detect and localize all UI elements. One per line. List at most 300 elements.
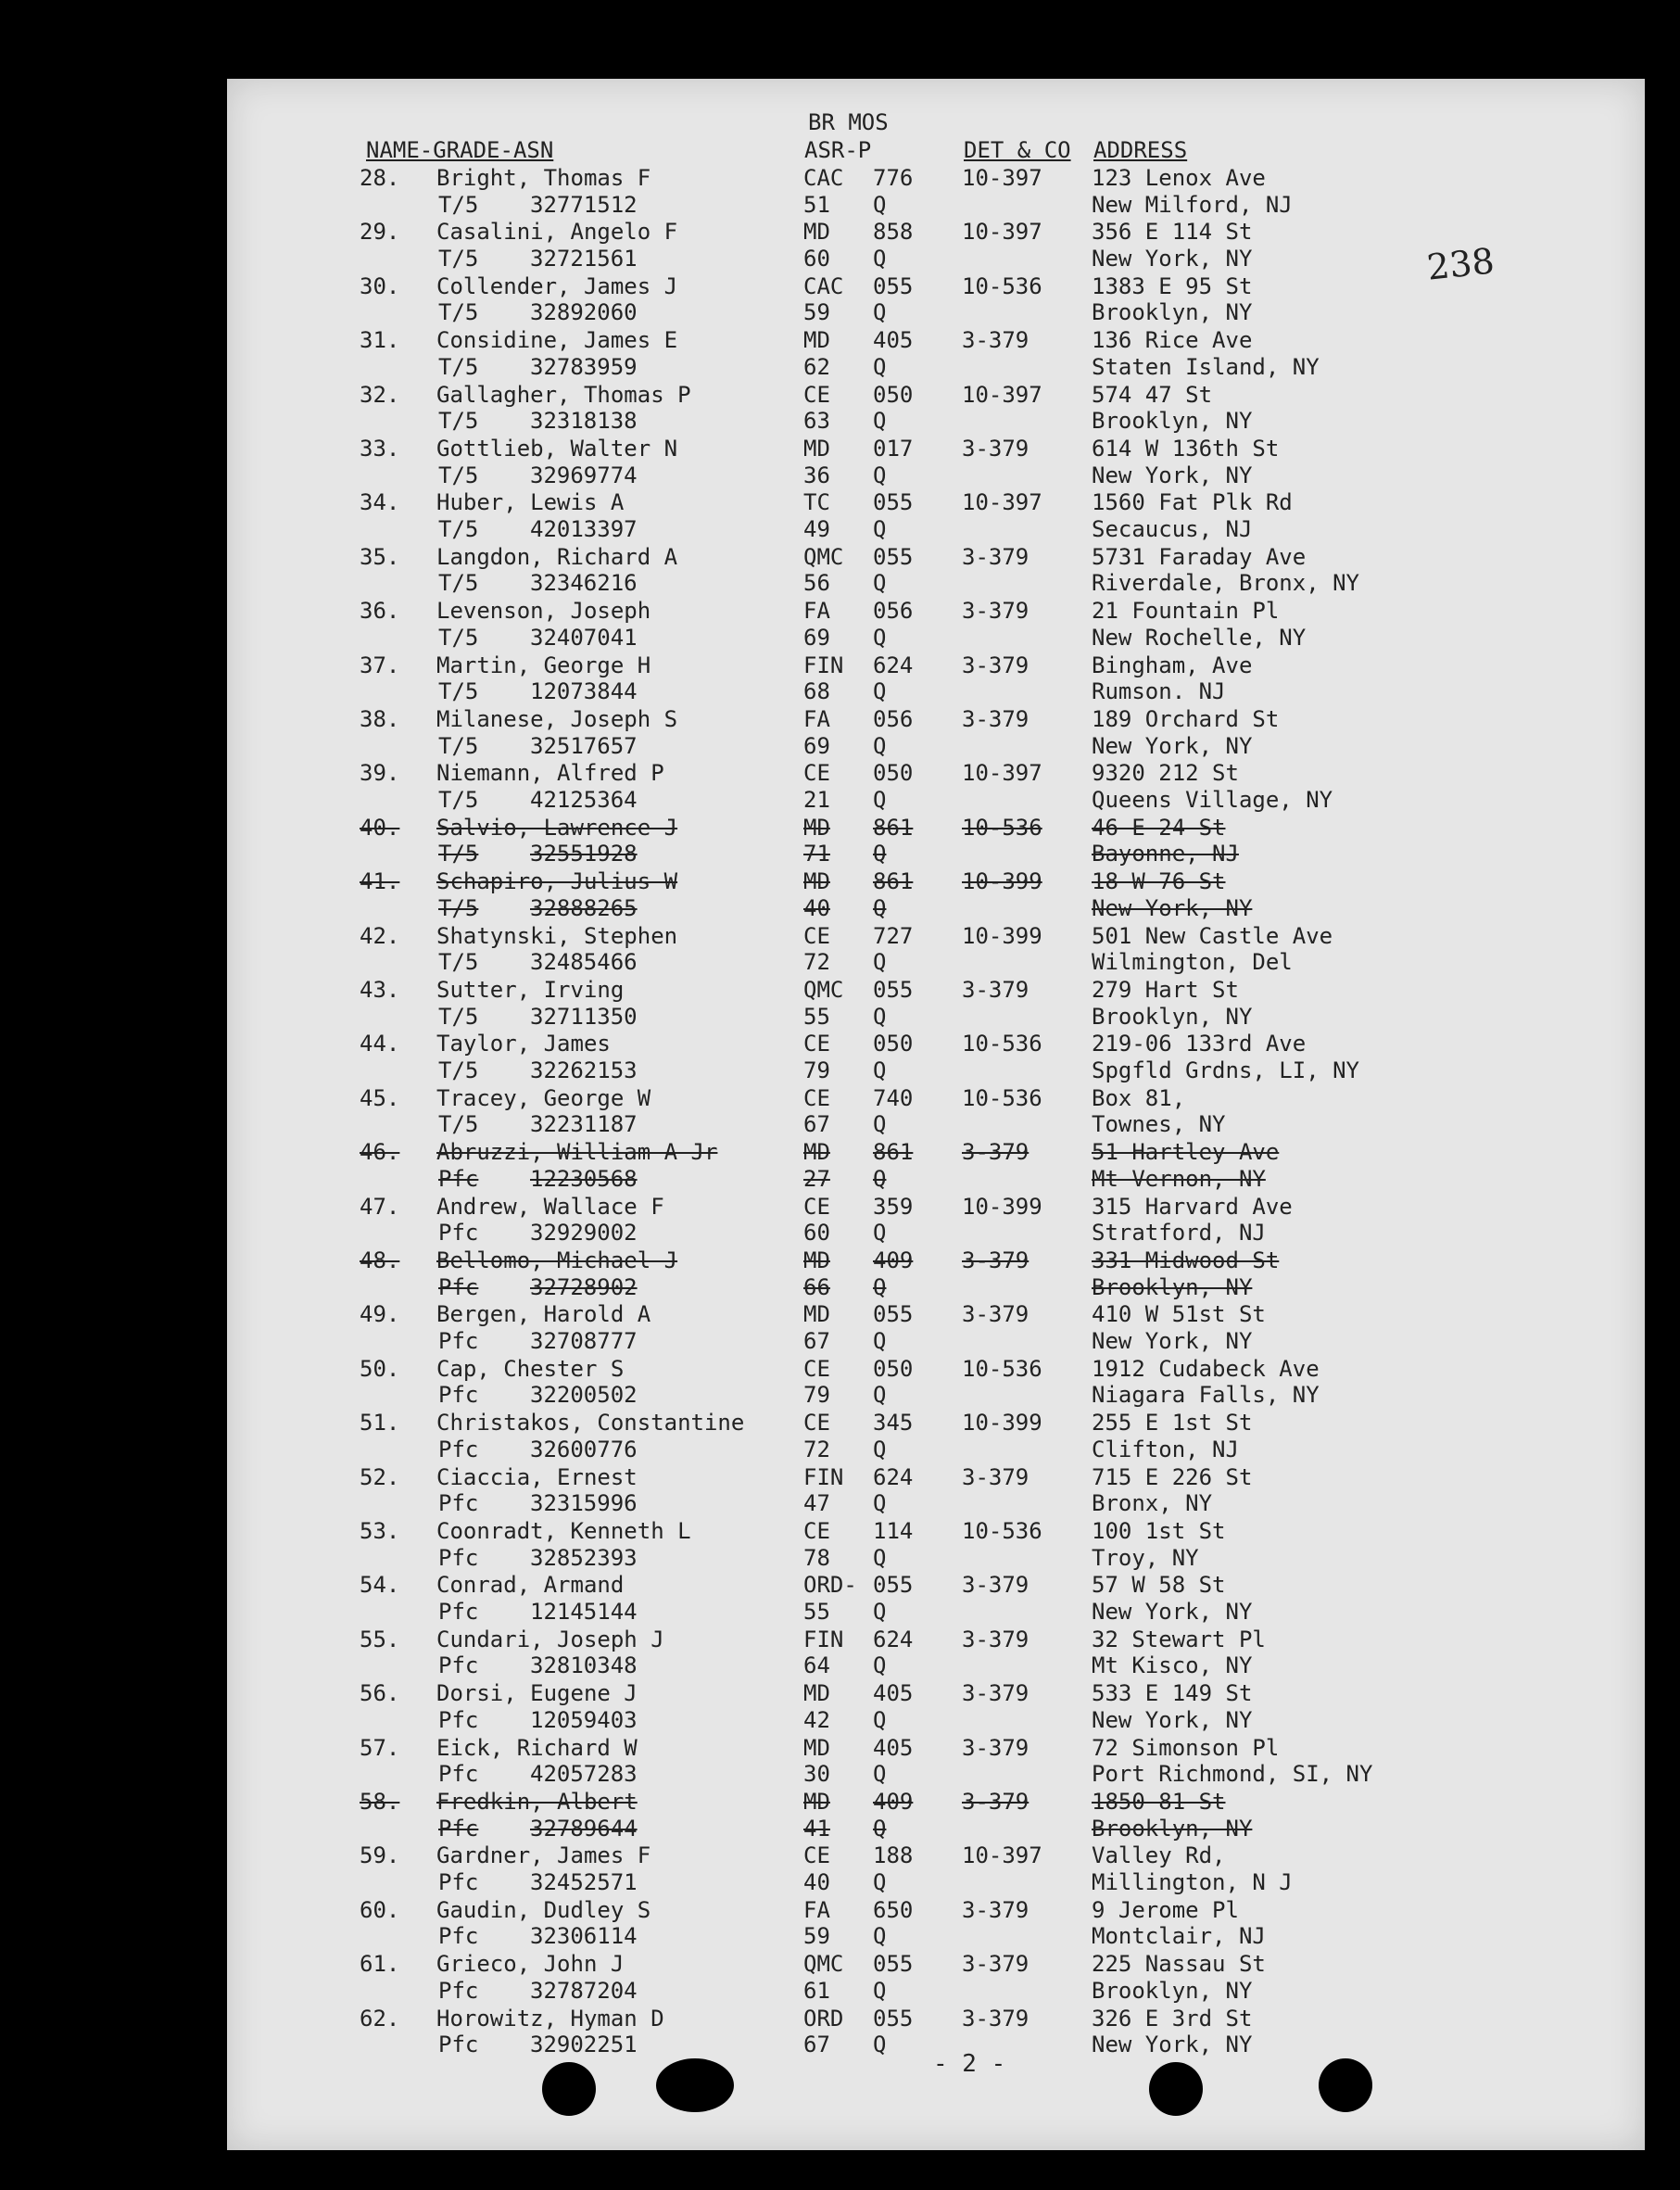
entry-p: Q — [873, 1761, 887, 1788]
entry-asn: 32517657 — [530, 732, 638, 759]
entry-asn: 32452571 — [530, 1868, 638, 1895]
entry-address-city: New York, NY — [1092, 2032, 1253, 2058]
entry-address-city: Brooklyn, NY — [1092, 1815, 1253, 1842]
entry-name: Schapiro, Julius W — [436, 868, 678, 895]
entry-p: Q — [873, 732, 887, 759]
entry-grade: T/5 — [438, 624, 479, 651]
entry-mos: 650 — [873, 1896, 914, 1923]
entry-det-co: 3-379 — [962, 327, 1029, 354]
entry-address-city: Millington, N J — [1092, 1868, 1293, 1895]
entry-asr: 27 — [803, 1165, 830, 1192]
entry-asn: 32231187 — [530, 1111, 638, 1138]
entry-det-co: 10-397 — [962, 381, 1042, 408]
entry-address-street: 18 W 76 St — [1092, 868, 1226, 895]
entry-number: 47. — [360, 1193, 400, 1220]
entry-address-city: Brooklyn, NY — [1092, 299, 1253, 326]
entry-asn: 12230568 — [530, 1165, 638, 1192]
entry-grade: Pfc — [438, 1382, 479, 1409]
entry-p: Q — [873, 1220, 887, 1247]
entry-address-street: 614 W 136th St — [1092, 436, 1280, 462]
entry-number: 56. — [360, 1680, 400, 1707]
entry-address-city: New York, NY — [1092, 894, 1253, 921]
entry-branch: FA — [803, 598, 830, 625]
entry-grade: Pfc — [438, 1544, 479, 1571]
entry-branch: MD — [803, 1789, 830, 1815]
entry-grade: T/5 — [438, 570, 479, 597]
entry-det-co: 3-379 — [962, 1734, 1029, 1761]
entry-grade: Pfc — [438, 1923, 479, 1950]
entry-address-city: Mt Kisco, NY — [1092, 1652, 1253, 1679]
entry-asn: 32888265 — [530, 894, 638, 921]
entry-branch: CAC — [803, 165, 844, 191]
entry-address-street: Bingham, Ave — [1092, 652, 1253, 678]
entry-p: Q — [873, 408, 887, 435]
entry-number: 44. — [360, 1031, 400, 1057]
entry-asr: 36 — [803, 462, 830, 488]
entry-address-street: 1560 Fat Plk Rd — [1092, 489, 1293, 516]
entry-mos: 056 — [873, 598, 914, 625]
entry-address-city: Wilmington, Del — [1092, 949, 1293, 976]
entry-asr: 56 — [803, 570, 830, 597]
entry-address-street: 123 Lenox Ave — [1092, 165, 1266, 191]
entry-p: Q — [873, 1598, 887, 1625]
entry-address-city: Secaucus, NJ — [1092, 515, 1253, 542]
entry-asr: 68 — [803, 678, 830, 705]
entry-branch: CE — [803, 1355, 830, 1382]
entry-branch: FIN — [803, 652, 844, 678]
entry-number: 54. — [360, 1572, 400, 1599]
entry-asr: 41 — [803, 1815, 830, 1842]
entry-asr: 59 — [803, 1923, 830, 1950]
entry-number: 35. — [360, 543, 400, 570]
entry-asr: 72 — [803, 949, 830, 976]
entry-grade: T/5 — [438, 786, 479, 813]
entry-asn: 32810348 — [530, 1652, 638, 1679]
entry-branch: ORD — [803, 2005, 844, 2032]
entry-asr: 62 — [803, 353, 830, 380]
entry-name: Bergen, Harold A — [436, 1301, 651, 1328]
entry-grade: Pfc — [438, 1706, 479, 1733]
entry-name: Gaudin, Dudley S — [436, 1896, 651, 1923]
entry-address-street: 32 Stewart Pl — [1092, 1626, 1266, 1652]
entry-grade: Pfc — [438, 1652, 479, 1679]
entry-p: Q — [873, 624, 887, 651]
entry-address-street: 356 E 114 St — [1092, 219, 1253, 246]
entry-asn: 32929002 — [530, 1220, 638, 1247]
entry-mos: 776 — [873, 165, 914, 191]
entry-number: 58. — [360, 1789, 400, 1815]
entry-address-street: 279 Hart St — [1092, 977, 1239, 1003]
entry-asn: 32600776 — [530, 1436, 638, 1462]
entry-name: Huber, Lewis A — [436, 489, 625, 516]
entry-number: 33. — [360, 436, 400, 462]
entry-asn: 12145144 — [530, 1598, 638, 1625]
entry-mos: 017 — [873, 436, 914, 462]
entry-asn: 32789644 — [530, 1815, 638, 1842]
entry-det-co: 3-379 — [962, 2005, 1029, 2032]
entry-address-street: 51 Hartley Ave — [1092, 1139, 1280, 1166]
entry-det-co: 10-536 — [962, 1084, 1042, 1111]
entry-address-street: 219-06 133rd Ave — [1092, 1031, 1307, 1057]
header-det-co: DET & CO — [964, 137, 1071, 163]
entry-asr: 21 — [803, 786, 830, 813]
entry-asr: 49 — [803, 515, 830, 542]
entry-mos: 056 — [873, 706, 914, 732]
entry-grade: Pfc — [438, 1977, 479, 2004]
entry-name: Cap, Chester S — [436, 1355, 625, 1382]
entry-branch: FA — [803, 706, 830, 732]
entry-grade: T/5 — [438, 894, 479, 921]
entry-p: Q — [873, 1544, 887, 1571]
entry-asn: 32318138 — [530, 408, 638, 435]
entry-address-street: 100 1st St — [1092, 1518, 1226, 1544]
entry-det-co: 3-379 — [962, 1951, 1029, 1978]
entry-asr: 47 — [803, 1490, 830, 1517]
entry-number: 46. — [360, 1139, 400, 1166]
entry-branch: CE — [803, 1031, 830, 1057]
entry-name: Bright, Thomas F — [436, 165, 651, 191]
entry-branch: QMC — [803, 543, 844, 570]
entry-p: Q — [873, 1327, 887, 1354]
entry-mos: 050 — [873, 760, 914, 787]
entry-branch: CE — [803, 760, 830, 787]
header-br-mos: BR MOS — [808, 109, 889, 135]
entry-branch: MD — [803, 814, 830, 841]
entry-mos: 861 — [873, 868, 914, 895]
entry-name: Cundari, Joseph J — [436, 1626, 664, 1652]
entry-det-co: 10-399 — [962, 1193, 1042, 1220]
entry-branch: FIN — [803, 1626, 844, 1652]
entry-asn: 32721561 — [530, 245, 638, 272]
header-name-grade-asn: NAME-GRADE-ASN — [366, 137, 554, 163]
entry-name: Coonradt, Kenneth L — [436, 1518, 691, 1544]
entry-mos: 409 — [873, 1789, 914, 1815]
entry-mos: 858 — [873, 219, 914, 246]
entry-number: 59. — [360, 1842, 400, 1869]
entry-branch: MD — [803, 1680, 830, 1707]
entry-address-street: 326 E 3rd St — [1092, 2005, 1253, 2032]
entry-det-co: 10-397 — [962, 219, 1042, 246]
entry-address-city: Bayonne, NJ — [1092, 841, 1239, 867]
entry-asr: 71 — [803, 841, 830, 867]
entry-mos: 861 — [873, 814, 914, 841]
entry-address-city: Queens Village, NY — [1092, 786, 1333, 813]
entry-grade: T/5 — [438, 732, 479, 759]
entry-mos: 740 — [873, 1084, 914, 1111]
entry-asr: 55 — [803, 1003, 830, 1030]
entry-grade: Pfc — [438, 1165, 479, 1192]
entry-name: Milanese, Joseph S — [436, 706, 678, 732]
entry-address-city: Riverdale, Bronx, NY — [1092, 570, 1359, 597]
entry-address-street: 255 E 1st St — [1092, 1410, 1253, 1437]
entry-asr: 69 — [803, 624, 830, 651]
entry-name: Salvio, Lawrence J — [436, 814, 678, 841]
entry-address-street: 410 W 51st St — [1092, 1301, 1266, 1328]
entry-asn: 32485466 — [530, 949, 638, 976]
entry-grade: T/5 — [438, 1057, 479, 1083]
entry-address-city: Rumson. NJ — [1092, 678, 1226, 705]
entry-mos: 055 — [873, 1572, 914, 1599]
entry-det-co: 10-536 — [962, 1355, 1042, 1382]
entry-branch: CE — [803, 1410, 830, 1437]
entry-p: Q — [873, 1868, 887, 1895]
entry-p: Q — [873, 191, 887, 218]
entry-number: 43. — [360, 977, 400, 1003]
entry-address-city: Stratford, NJ — [1092, 1220, 1266, 1247]
entry-p: Q — [873, 841, 887, 867]
entry-grade: Pfc — [438, 1220, 479, 1247]
entry-address-street: 72 Simonson Pl — [1092, 1734, 1280, 1761]
entry-name: Considine, James E — [436, 327, 678, 354]
entry-mos: 405 — [873, 327, 914, 354]
entry-mos: 055 — [873, 543, 914, 570]
entry-p: Q — [873, 462, 887, 488]
entry-address-city: Staten Island, NY — [1092, 353, 1320, 380]
entry-grade: Pfc — [438, 1761, 479, 1788]
entry-p: Q — [873, 1977, 887, 2004]
entry-det-co: 3-379 — [962, 1247, 1029, 1273]
entry-address-street: 1912 Cudabeck Ave — [1092, 1355, 1320, 1382]
header-address: ADDRESS — [1093, 137, 1188, 163]
entry-det-co: 3-379 — [962, 1301, 1029, 1328]
entry-address-street: Box 81, — [1092, 1084, 1186, 1111]
entry-asn: 32315996 — [530, 1490, 638, 1517]
entry-p: Q — [873, 949, 887, 976]
entry-asr: 78 — [803, 1544, 830, 1571]
entry-address-street: 225 Nassau St — [1092, 1951, 1266, 1978]
entry-grade: T/5 — [438, 1003, 479, 1030]
entry-address-city: Clifton, NJ — [1092, 1436, 1239, 1462]
entry-address-city: Brooklyn, NY — [1092, 1273, 1253, 1300]
entry-branch: FIN — [803, 1463, 844, 1490]
entry-mos: 055 — [873, 489, 914, 516]
entry-det-co: 10-399 — [962, 1410, 1042, 1437]
entry-address-street: 574 47 St — [1092, 381, 1213, 408]
entry-address-street: 9320 212 St — [1092, 760, 1239, 787]
entry-det-co: 3-379 — [962, 598, 1029, 625]
entry-address-street: 57 W 58 St — [1092, 1572, 1226, 1599]
entry-name: Shatynski, Stephen — [436, 922, 678, 949]
entry-mos: 050 — [873, 1031, 914, 1057]
entry-asn: 32200502 — [530, 1382, 638, 1409]
entry-address-street: 9 Jerome Pl — [1092, 1896, 1239, 1923]
entry-det-co: 3-379 — [962, 1572, 1029, 1599]
entry-p: Q — [873, 1923, 887, 1950]
entry-name: Martin, George H — [436, 652, 651, 678]
entry-asr: 67 — [803, 1327, 830, 1354]
entry-asn: 32711350 — [530, 1003, 638, 1030]
entry-branch: MD — [803, 219, 830, 246]
entry-grade: T/5 — [438, 191, 479, 218]
entry-mos: 188 — [873, 1842, 914, 1869]
entry-grade: T/5 — [438, 462, 479, 488]
entry-number: 42. — [360, 922, 400, 949]
entry-address-street: 5731 Faraday Ave — [1092, 543, 1307, 570]
entry-address-street: 533 E 149 St — [1092, 1680, 1253, 1707]
footer-page-number: - 2 - — [933, 2050, 1006, 2078]
punch-hole — [1319, 2058, 1372, 2112]
entry-branch: MD — [803, 327, 830, 354]
entry-asn: 32852393 — [530, 1544, 638, 1571]
entry-name: Casalini, Angelo F — [436, 219, 678, 246]
entry-asr: 30 — [803, 1761, 830, 1788]
entry-branch: FA — [803, 1896, 830, 1923]
entry-asr: 51 — [803, 191, 830, 218]
entry-det-co: 3-379 — [962, 1463, 1029, 1490]
entry-branch: QMC — [803, 977, 844, 1003]
entry-mos: 624 — [873, 652, 914, 678]
entry-number: 57. — [360, 1734, 400, 1761]
entry-grade: T/5 — [438, 1111, 479, 1138]
entry-branch: CE — [803, 381, 830, 408]
entry-grade: Pfc — [438, 1327, 479, 1354]
entry-p: Q — [873, 1490, 887, 1517]
entry-det-co: 3-379 — [962, 543, 1029, 570]
entry-det-co: 3-379 — [962, 1896, 1029, 1923]
entry-asn: 32306114 — [530, 1923, 638, 1950]
entry-p: Q — [873, 1057, 887, 1083]
entry-p: Q — [873, 2032, 887, 2058]
entry-asn: 12059403 — [530, 1706, 638, 1733]
entry-det-co: 10-536 — [962, 1518, 1042, 1544]
entry-det-co: 3-379 — [962, 977, 1029, 1003]
entry-asr: 60 — [803, 245, 830, 272]
entry-branch: MD — [803, 1247, 830, 1273]
entry-number: 36. — [360, 598, 400, 625]
entry-address-street: 189 Orchard St — [1092, 706, 1280, 732]
entry-asn: 32708777 — [530, 1327, 638, 1354]
corner-page-number: 238 — [1424, 240, 1497, 288]
entry-branch: CAC — [803, 272, 844, 299]
entry-mos: 861 — [873, 1139, 914, 1166]
entry-grade: T/5 — [438, 949, 479, 976]
entry-grade: T/5 — [438, 299, 479, 326]
entry-name: Sutter, Irving — [436, 977, 625, 1003]
entry-address-street: 136 Rice Ave — [1092, 327, 1253, 354]
entry-number: 28. — [360, 165, 400, 191]
entry-asn: 32346216 — [530, 570, 638, 597]
entry-grade: Pfc — [438, 1436, 479, 1462]
entry-grade: T/5 — [438, 353, 479, 380]
entry-address-city: New Milford, NJ — [1092, 191, 1293, 218]
entry-name: Collender, James J — [436, 272, 678, 299]
entry-grade: T/5 — [438, 678, 479, 705]
entry-number: 34. — [360, 489, 400, 516]
entry-asn: 42013397 — [530, 515, 638, 542]
entry-number: 53. — [360, 1518, 400, 1544]
entry-mos: 055 — [873, 272, 914, 299]
entry-asr: 79 — [803, 1057, 830, 1083]
entry-det-co: 10-399 — [962, 922, 1042, 949]
punch-hole — [656, 2058, 734, 2112]
entry-det-co: 10-536 — [962, 814, 1042, 841]
entry-number: 61. — [360, 1951, 400, 1978]
entry-asn: 42057283 — [530, 1761, 638, 1788]
entry-asn: 32407041 — [530, 624, 638, 651]
entry-address-street: 315 Harvard Ave — [1092, 1193, 1293, 1220]
punch-hole — [542, 2062, 596, 2116]
entry-address-street: 331 Midwood St — [1092, 1247, 1280, 1273]
entry-det-co: 10-399 — [962, 868, 1042, 895]
entry-det-co: 3-379 — [962, 652, 1029, 678]
entry-asr: 55 — [803, 1598, 830, 1625]
entry-mos: 405 — [873, 1734, 914, 1761]
entry-asn: 32783959 — [530, 353, 638, 380]
entry-det-co: 3-379 — [962, 436, 1029, 462]
entry-asr: 59 — [803, 299, 830, 326]
entry-asn: 32728902 — [530, 1273, 638, 1300]
entry-mos: 055 — [873, 977, 914, 1003]
entry-p: Q — [873, 1111, 887, 1138]
entry-number: 62. — [360, 2005, 400, 2032]
header-asr-p: ASR-P — [804, 137, 872, 163]
entry-name: Gallagher, Thomas P — [436, 381, 691, 408]
entry-asr: 63 — [803, 408, 830, 435]
entry-mos: 405 — [873, 1680, 914, 1707]
entry-grade: Pfc — [438, 1868, 479, 1895]
entry-address-city: New York, NY — [1092, 732, 1253, 759]
entry-name: Levenson, Joseph — [436, 598, 651, 625]
entry-number: 48. — [360, 1247, 400, 1273]
entry-p: Q — [873, 1165, 887, 1192]
entry-branch: ORD- — [803, 1572, 857, 1599]
entry-mos: 055 — [873, 1301, 914, 1328]
entry-asr: 40 — [803, 894, 830, 921]
entry-asr: 72 — [803, 1436, 830, 1462]
entry-mos: 409 — [873, 1247, 914, 1273]
entry-name: Horowitz, Hyman D — [436, 2005, 664, 2032]
entry-name: Gardner, James F — [436, 1842, 651, 1869]
entry-number: 38. — [360, 706, 400, 732]
entry-det-co: 3-379 — [962, 1789, 1029, 1815]
entry-name: Abruzzi, William A Jr — [436, 1139, 718, 1166]
entry-det-co: 10-397 — [962, 760, 1042, 787]
entry-branch: MD — [803, 868, 830, 895]
entry-p: Q — [873, 894, 887, 921]
entry-asn: 42125364 — [530, 786, 638, 813]
entry-address-city: New York, NY — [1092, 1327, 1253, 1354]
entry-asr: 42 — [803, 1706, 830, 1733]
entry-number: 52. — [360, 1463, 400, 1490]
entry-address-city: Bronx, NY — [1092, 1490, 1213, 1517]
entry-mos: 727 — [873, 922, 914, 949]
entry-branch: MD — [803, 1139, 830, 1166]
entry-grade: T/5 — [438, 841, 479, 867]
entry-p: Q — [873, 353, 887, 380]
entry-mos: 050 — [873, 381, 914, 408]
entry-address-city: New York, NY — [1092, 1706, 1253, 1733]
entry-number: 50. — [360, 1355, 400, 1382]
entry-asr: 60 — [803, 1220, 830, 1247]
entry-det-co: 10-536 — [962, 272, 1042, 299]
entry-name: Gottlieb, Walter N — [436, 436, 678, 462]
entry-grade: Pfc — [438, 1273, 479, 1300]
entry-asn: 12073844 — [530, 678, 638, 705]
entry-grade: Pfc — [438, 2032, 479, 2058]
entry-p: Q — [873, 515, 887, 542]
entry-asn: 32771512 — [530, 191, 638, 218]
entry-asr: 61 — [803, 1977, 830, 2004]
entry-branch: CE — [803, 1518, 830, 1544]
entry-address-city: Brooklyn, NY — [1092, 408, 1253, 435]
entry-name: Christakos, Constantine — [436, 1410, 745, 1437]
entry-address-street: 21 Fountain Pl — [1092, 598, 1280, 625]
entry-p: Q — [873, 678, 887, 705]
entry-branch: CE — [803, 1842, 830, 1869]
entry-address-city: Brooklyn, NY — [1092, 1003, 1253, 1030]
entry-grade: Pfc — [438, 1598, 479, 1625]
entry-branch: CE — [803, 1193, 830, 1220]
